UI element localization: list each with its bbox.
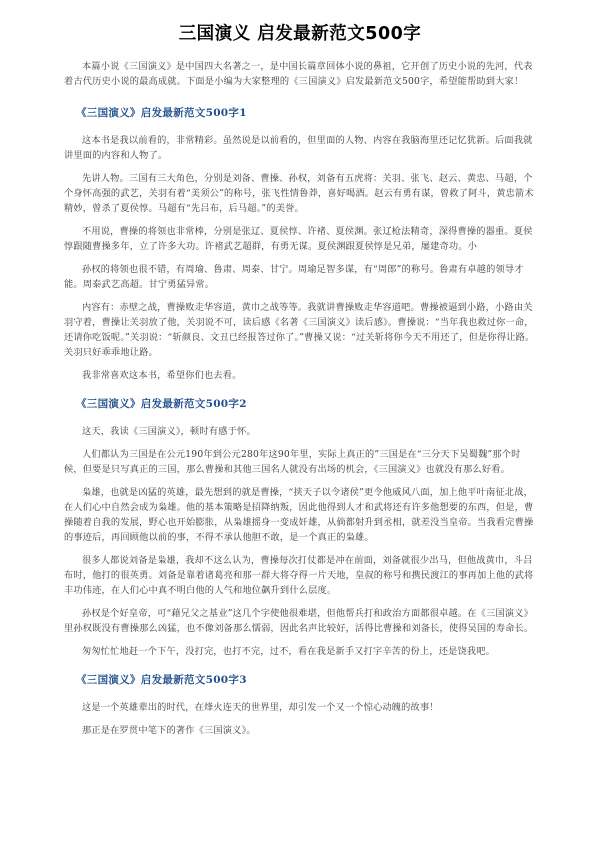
intro-paragraph: 本篇小说《三国演义》是中国四大名著之一，是中国长篇章回体小说的鼻祖，它开创了历史小说的先河，代表着古代历史小说的最高成就。下面是小编为大家整理的《三国演义》启发最新范文500字，希望能帮助到大家！	[64, 61, 533, 87]
page-title: 三国演义 启发最新范文500字	[178, 24, 422, 44]
paragraph: 这是一个英雄辈出的时代，在烽火连天的世界里，却引发一个又一个惊心动魄的故事！	[82, 702, 439, 713]
paragraph: 枭雄，也就是凶猛的英雄，最先想到的就是曹操，“挟天子以令诸侯”更令他威风八面，加上他平叶南征北战，在人们心中自然会成为枭雄。他的基本策略是招降纳叛，因此他得到人才和武将还有许多他想要的东西，但是，曹操随着自我的发展，野心也开始膨胀，从枭雄摇身一变成奸雄，从倘都射升到丞相，就差没当皇帝。当我看完曹操的事迹后，再回顾他以前的事，不得不承认他胆不敢，是一个真正的枭雄。	[64, 487, 534, 543]
paragraph: 内容有：赤壁之战，曹操败走华容道，黄巾之战等等。我就讲曹操败走华容道吧。曹操被逼到小路，小路由关羽守着，曹操让关羽放了他，关羽说不可，读后感《名著《三国演义》读后感》。曹操说：“当年我也救过你一命，还请你吃饭呢。”关羽说：“斩颜良、文丑已经报答过你了。”曹操又说：“过关斩将你今天不用还了，但是你得让路。关羽只好乖乖地让路。	[64, 302, 535, 358]
paragraph: 孙权的将领也很不错，有周瑜、鲁肃、周泰、甘宁。周瑜足智多谋，有“周郎”的称号。鲁肃有卓越的领导才能。周泰武艺高超。甘宁勇猛异常。	[64, 264, 524, 290]
paragraph: 我非常喜欢这本书，希望你们也去看。	[82, 370, 242, 381]
paragraph: 不用说，曹操的将领也非常棒，分别是张辽、夏侯惇、许褚、夏侯渊。张辽枪法精奇，深得曹操的器重。夏侯惇跟随曹操多年，立了许多大功。许褚武艺超群，有勇无谋。夏侯渊跟夏侯惇是兄弟，屡建奇功。小	[64, 226, 533, 252]
paragraph: 那正是在罗贯中笔下的著作《三国演义》。	[82, 725, 256, 736]
paragraph: 匆匆忙忙地赶一个下午，没打完，也打不完，过不，看在我是新手又打字辛苦的份上，还是饶我吧。	[82, 646, 496, 657]
paragraph: 孙权是个好皇帝，可“藉兄父之基业”这几个字使他很难堪，但他帮兵打和政治方面都很卓越。在《三国演义》里孙权既没有曹操那么凶猛，也不像刘备那么懦弱，因此名声比较好，活得比曹操和刘备长，使得吴国的寿命长。	[64, 608, 534, 634]
paragraph: 先讲人物。三国有三大角色，分别是刘备、曹操、孙权，刘备有五虎将：关羽、张飞、赵云、黄忠、马超，个个身怀高强的武艺，关羽有着“美须公”的称号，张飞性情鲁莽，喜好喝酒。赵云有勇有谋，曾救了阿斗，黄忠箭术精妙，曾杀了夏侯惇。马超有“先吕布，后马超。”的美誉。	[64, 173, 534, 214]
paragraph: 这天，我读《三国演义》，顿时有感于怀。	[82, 426, 256, 437]
section-heading: 《三国演义》启发最新范文500字1	[76, 107, 247, 119]
paragraph: 人们都认为三国是在公元190年到公元280年这90年里，实际上真正的”三国是在“三分天下吴蜀魏”那个时候，但要是只写真正的三国，那么曹操和其他三国名人就没有出场的机会，《三国演义》也就没有那么好看。	[64, 449, 521, 475]
paragraph: 很多人都说刘备是枭雄，我却不这么认为，曹操每次打仗都是冲在前面，刘备就很少出马，但他战黄巾，斗吕布时，他打的很英勇。刘备是靠着诸葛亮和那一群大将夺得一片天地，皇叔的称号和携民渡江的事再加上他的武将丰功伟迹，在人们心中真不明白他的人气和地位飙升到什么层度。	[64, 555, 534, 596]
paragraph: 这本书是我以前看的，非常精彩。虽然说是以前看的，但里面的人物、内容在我脑海里还记忆犹新。后面我就讲里面的内容和人物了。	[64, 135, 533, 161]
section-heading: 《三国演义》启发最新范文500字2	[76, 398, 247, 410]
section-heading: 《三国演义》启发最新范文500字3	[76, 674, 247, 686]
